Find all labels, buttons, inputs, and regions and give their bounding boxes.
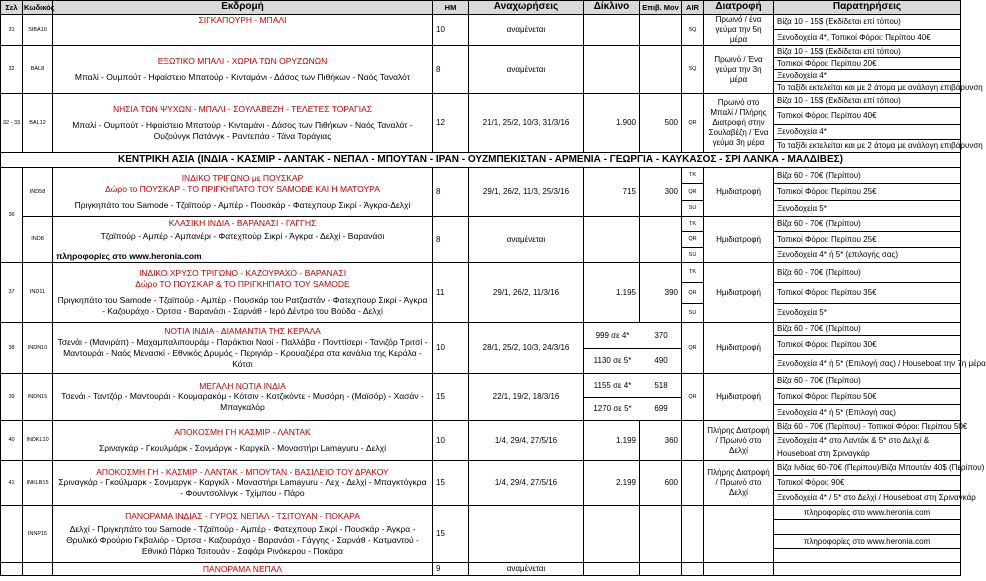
- tour-destinations: Μπαλί - Ουμπούτ - Ηφαίστειο Μπατούρ - Κινταμάνι - Δάσος των Πιθήκων - Ναός Ταναλότ - Ουζούνγκ Πατάνγκ - Ραντεπάο - Τάνα Τοράγιας: [72, 120, 413, 142]
- header-page: Σελ: [1, 1, 23, 15]
- tour-days: 8: [433, 168, 469, 217]
- tour-code: INDN15: [23, 374, 53, 421]
- tour-subtitle: Δώρο το ΠΟΥΣΚΑΡ - ΤΟ ΠΡΙΓΚΗΠΑΤΟ ΤΟΥ SAMODE ΚΑΙ Η ΜΑΤΟΥΡΑ: [105, 183, 380, 194]
- table-row: [1, 94, 961, 153]
- header-code: Κωδικός: [23, 1, 53, 15]
- price-pair: [584, 323, 682, 374]
- tour-title: ΝΟΤΙΑ ΙΝΔΙΑ - ΔΙΑΜΑΝΤΙΑ ΤΗΣ ΚΕΡΑΛΑ: [164, 326, 321, 337]
- remark-line: Ξενοδοχεία 4*: [774, 125, 960, 140]
- airline: QR: [682, 323, 704, 374]
- price-supplement: [640, 15, 682, 46]
- price-supplement: 600: [640, 461, 682, 506]
- region-title: ΚΕΝΤΡΙΚΗ ΑΣΙΑ (ΙΝΔΙΑ - ΚΑΣΜΙΡ - ΛΑΝΤΑΚ - ΝΕΠΑΛ - ΜΠΟΥΤΑΝ - ΙΡΑΝ - ΟΥΖΜΠΕΚΙΣΤΑΝ - ΑΡΜΕΝΙΑ - ΓΕΩΡΓΙΑ - ΚΑΥΚΑΣΟΣ - ΣΡΙ ΛΑΝΚΑ - ΜΑΛΔΙΒΕΣ): [1, 153, 961, 168]
- tour-code: BAL12: [23, 94, 53, 153]
- board: Ημιδιατροφή: [704, 323, 774, 374]
- tour-title: ΜΕΓΑΛΗ ΝΟΤΙΑ ΙΝΔΙΑ: [199, 380, 286, 391]
- price-double: 2.199: [584, 461, 640, 506]
- header-supplement: Επιβ. Μον: [640, 1, 682, 15]
- tour-days: 10: [433, 323, 469, 374]
- remarks: [774, 217, 961, 263]
- remark-line: Ξενοδοχεία 5*: [777, 204, 827, 213]
- remarks: [774, 263, 961, 323]
- tour-departures: αναμένεται: [469, 217, 584, 263]
- price-double: 715: [584, 168, 640, 217]
- page-number: 38: [1, 323, 23, 374]
- airline: TK: [682, 168, 703, 184]
- remark-line: Τοπικοί Φόροι: Περίπου 35€: [774, 283, 960, 304]
- remark-line: Ξενοδοχεία 4* ή 5* (Επιλογή σας) / Houseboat την 7η μέρα: [777, 359, 986, 368]
- tour-code: IND8: [23, 217, 53, 263]
- remark-line: Βίζα Ινδίας 60-70€ (Περίπου)/Βίζα Μπουτάν 40$ (Περίπου): [774, 461, 960, 476]
- airlines: [682, 217, 704, 263]
- price-supplement: [640, 46, 682, 94]
- remark-line: Βίζα 10 - 15$ (Εκδίδεται επί τόπου): [774, 94, 960, 108]
- table-row: [1, 168, 961, 217]
- remarks: [774, 374, 961, 421]
- page-number: 32 - 33: [1, 94, 23, 153]
- header-double: Δίκλινο: [584, 1, 640, 15]
- price-double: [584, 217, 640, 263]
- table-row: [1, 46, 961, 94]
- remark-line: Ξενοδοχεία 4* ή 5* (επιλογής σας): [777, 250, 898, 259]
- table-row: [1, 374, 961, 421]
- table-row: [1, 217, 961, 263]
- airline: QR: [682, 184, 703, 201]
- remark-line: Βίζα 10 - 15$ (Εκδίδεται επί τόπου): [774, 15, 960, 30]
- tour-days: 15: [433, 461, 469, 506]
- remark-web: πληροφορίες στο www.heronia.com: [774, 535, 960, 549]
- tour-cell: [53, 94, 433, 153]
- tour-destinations: Δελχί - Πριγκηπάτο του Samode - Τζαϊπούρ - Αμπέρ - Φατεχπουρ Σικρί - Πουσκάρ - Άγκρα - Θρυλικό Φρούριο Γκβαλιόρ - Όρτσα - Καζουράχο - Βαρανάσι - Γάγγης - Σαρνάθ - Κατμαντού - Εθνικό Πάρκο Τσιτουάν - Σαφάρι Ρινόκερου - Ποκάρα: [66, 524, 419, 557]
- tour-title: ΝΗΣΙΑ ΤΩΝ ΨΥΧΩΝ - ΜΠΑΛΙ - ΣΟΥΛΑΒΕΖΗ - ΤΕΛΕΤΕΣ ΤΟΡΑΓΙΑΣ: [112, 103, 373, 114]
- board: Πλήρης Διατροφή / Πρωινό στο Δελχί: [704, 421, 774, 461]
- table-row: [1, 563, 961, 576]
- tour-days: 8: [433, 217, 469, 263]
- remarks: [774, 15, 961, 46]
- tour-cell: [53, 46, 433, 94]
- tour-code: INDN10: [23, 323, 53, 374]
- price-supplement-5star: 490: [654, 355, 668, 365]
- remark-line: Τοπικοί Φόροι: Περίπου 25€: [774, 232, 960, 248]
- airline: [682, 461, 704, 506]
- airline: SU: [688, 310, 697, 316]
- remarks: [774, 563, 961, 576]
- page-number: 41: [1, 461, 23, 506]
- tour-destinations: Μπαλί - Ουμπούτ - Ηφαίστειο Μπατούρ - Κινταμάνι - Δάσος των Πιθήκων - Ναός Ταναλότ: [74, 72, 411, 83]
- tour-days: 8: [433, 46, 469, 94]
- remark-line: Τοπικοί Φόροι: Περίπου 40€: [774, 108, 960, 125]
- page-number: [1, 506, 23, 563]
- tour-days: 11: [433, 263, 469, 323]
- region-row: [1, 153, 961, 168]
- remark-line: Το ταξίδι εκτελείται και με 2 άτομα με ανάλογη επιβάρυνση: [777, 141, 983, 150]
- airline: QR: [682, 374, 704, 421]
- price-double: [584, 563, 640, 576]
- airline: [682, 563, 704, 576]
- tour-cell: [53, 168, 433, 217]
- page-number: 36: [1, 168, 23, 263]
- header-board: Διατροφή: [704, 1, 774, 15]
- info-web: πληροφορίες στο www.heronia.com: [56, 250, 202, 261]
- price-double-5star: 1130 σε 5*: [593, 355, 632, 365]
- remark-line: Ξενοδοχεία 4*, Τοπικοί Φόροι: Περίπου 40€: [777, 33, 931, 42]
- price-double: 1.199: [584, 421, 640, 461]
- tour-title: ΙΝΔΙΚΟ ΤΡΙΓΩΝΟ με ΠΟΥΣΚΑΡ: [181, 173, 304, 184]
- table-row: [1, 421, 961, 461]
- tour-code: INKLB15: [23, 461, 53, 506]
- board: [704, 563, 774, 576]
- tour-code: [23, 563, 53, 576]
- remark-line: Τοπικοί Φόροι: Περίπου 25€: [774, 184, 960, 201]
- tour-days: 10: [433, 15, 469, 46]
- price-supplement-4star: 518: [654, 380, 668, 390]
- price-supplement: 500: [640, 94, 682, 153]
- tour-code: SIBA10: [23, 15, 53, 46]
- tour-cell: [53, 217, 433, 263]
- board: Ημιδιατροφή: [704, 263, 774, 323]
- price-supplement: 360: [640, 421, 682, 461]
- remark-line: Τοπικοί Φόροι: Περίπου 30€: [774, 336, 960, 355]
- header-row: [1, 1, 961, 15]
- board: Ημιδιατροφή: [704, 217, 774, 263]
- airline: TK: [682, 263, 703, 283]
- table-row: [1, 263, 961, 323]
- tour-cell: [53, 374, 433, 421]
- table-row: [1, 506, 961, 563]
- remark-line: Βίζα 60 - 70€ (Περίπου): [774, 168, 960, 184]
- tour-days: 15: [433, 374, 469, 421]
- tour-departures: 29/1, 26/2, 11/3, 25/3/16: [469, 168, 584, 217]
- tour-departures: [469, 506, 584, 563]
- airline: TK: [682, 217, 703, 232]
- tour-destinations: Πριγκηπάτο του Samode - Τζαϊπούρ - Αμπέρ - Πουσκάρ - Φατεχπουρ Σικρί - Άγκρα-Δελχί: [74, 199, 411, 210]
- tour-destinations: Πριγκηπάτο του Samode - Τζαϊπούρ - Αμπέρ - Πουσκάρ του Ρατζαστάν - Φατεχπουρ Σικρί - Άγκρα - Καζουράχο - Όρτσα - Βαρανάσι - Σαρνάθ - Ιερό Δέντρο του Βούδα - Δελχί: [57, 294, 428, 316]
- tour-departures: αναμένεται: [469, 563, 584, 576]
- table-row: [1, 15, 961, 46]
- price-supplement: [640, 506, 682, 563]
- header-departures: Αναχωρήσεις: [469, 1, 584, 15]
- tour-destinations: Τσενάι - Ταντζόρ - Μαντουράι - Κουμαρακόμ - Κότσιν - Κοτζικόντε - Μυσόρη - (Μαϊσόρ) - Χασάν - Μπαγκαλόρ: [61, 391, 424, 413]
- tour-departures: 1/4, 29/4, 27/5/16: [469, 421, 584, 461]
- tour-title: ΚΛΑΣΙΚΗ ΙΝΔΙΑ - ΒΑΡΑΝΑΣΙ - ΓΑΓΓΗΣ: [168, 217, 317, 228]
- price-supplement-4star: 370: [654, 330, 668, 340]
- page-number: 39: [1, 374, 23, 421]
- airline: [682, 421, 704, 461]
- tour-departures: 29/1, 26/2, 11/3/16: [469, 263, 584, 323]
- tour-departures: 21/1, 25/2, 10/3, 31/3/16: [469, 94, 584, 153]
- price-double: 1.195: [584, 263, 640, 323]
- board: Πρωινό στο Μπαλί / Πλήρης Διατροφή στην Σουλαβέζη / Ένα γεύμα 3η μέρα: [704, 94, 774, 153]
- tour-title: ΠΑΝΟΡΑΜΑ ΙΝΔΙΑΣ - ΓΥΡΟΣ ΝΕΠΑΛ - ΤΣΙΤΟΥΑΝ - ΠΟΚΑΡΑ: [125, 510, 360, 521]
- tour-cell: [53, 263, 433, 323]
- page-number: [1, 563, 23, 576]
- tour-code: IND11: [23, 263, 53, 323]
- remark-line: Βίζα 60 - 70€ (Περίπου): [774, 263, 960, 283]
- tour-code: INNP15: [23, 506, 53, 563]
- header-tour: Εκδρομή: [53, 1, 433, 15]
- tour-days: 9: [433, 563, 469, 576]
- tour-cell: [53, 323, 433, 374]
- tour-destinations: Τζαϊπούρ - Αμπέρ - Αμπανέρι - Φατεχπούρ Σικρί - Άγκρα - Δελχί - Βαρανάσι: [100, 231, 385, 242]
- price-double: [584, 15, 640, 46]
- tour-days: 10: [433, 421, 469, 461]
- price-supplement: 300: [640, 168, 682, 217]
- price-double-5star: 1270 σε 5*: [593, 403, 632, 413]
- remark-line: Βίζα 60 - 70€ (Περίπου) - Τοπικοί Φόροι: Περίπου 50€: [774, 421, 960, 434]
- tour-destinations: Σριναγκάρ - Γκούλμαρκ - Σονμαργκ - Καργκίλ - Μοναστήρι Lamayuru - Λεχ - Δελχί - Μπαγκτόγκρα - Φουντσολίνγκ - Τχίμπου - Πάρο: [58, 477, 427, 499]
- tour-cell: [53, 421, 433, 461]
- remarks: [774, 506, 961, 563]
- remark-line: Ξενοδοχεία 4* ή 5* (Επιλογή σας): [777, 408, 896, 417]
- airline: QR: [682, 283, 703, 304]
- tour-departures: 22/1, 19/2, 18/3/16: [469, 374, 584, 421]
- tour-code: INDKL10: [23, 421, 53, 461]
- remark-line: [774, 520, 960, 535]
- tour-title: ΑΠΟΚΟΣΜΗ ΓΗ ΚΑΣΜΙΡ - ΛΑΝΤΑΚ: [174, 426, 311, 437]
- airline: SQ: [682, 15, 704, 46]
- price-double-4star: 999 σε 4*: [595, 330, 630, 340]
- price-double-4star: 1155 σε 4*: [593, 380, 632, 390]
- tour-departures: αναμένεται: [469, 46, 584, 94]
- remark-web: πληροφορίες στο www.heronia.com: [774, 506, 960, 520]
- page-number: 37: [1, 263, 23, 323]
- price-supplement: [640, 563, 682, 576]
- board: [704, 506, 774, 563]
- tour-departures: 28/1, 25/2, 10/3, 24/3/16: [469, 323, 584, 374]
- remarks: [774, 461, 985, 506]
- tour-title: ΑΠΟΚΟΣΜΗ ΓΗ - ΚΑΣΜΙΡ - ΛΑΝΤΑΚ - ΜΠΟΥΤΑΝ - ΒΑΣΙΛΕΙΟ ΤΟΥ ΔΡΑΚΟΥ: [96, 466, 389, 477]
- tour-days: 15: [433, 506, 469, 563]
- board: Πρωινό / Ένα γεύμα την 3η μέρα: [704, 46, 774, 94]
- tour-code: IND58: [23, 168, 53, 217]
- board: Πρωινό / ένα γεύμα την 5η μέρα: [704, 15, 774, 46]
- table-row: [1, 323, 961, 374]
- table-row: [1, 461, 961, 506]
- tour-title: ΠΑΝΟΡΑΜΑ ΝΕΠΑΛ: [53, 563, 433, 576]
- tour-destinations: Σριναγκάρ - Γκουλμάρκ - Σονμάργκ - Καργκίλ - Μοναστήρι Lamayuru - Δελχί: [99, 443, 386, 454]
- remarks: [774, 421, 968, 461]
- remark-line: Ξενοδοχεία 5*: [777, 308, 827, 317]
- remarks: [774, 94, 983, 153]
- tour-title: ΙΝΔΙΚΟ ΧΡΥΣΟ ΤΡΙΓΩΝΟ - ΚΑΖΟΥΡΑΧΟ - ΒΑΡΑΝΑΣΙ: [138, 268, 347, 279]
- remark-line: Ξενοδοχεία 4* / 5* στο Δελχί / Houseboat στη Σριναγκάρ: [777, 493, 976, 502]
- remark-line: Τοπικοί Φόροι: 90€: [774, 476, 960, 491]
- page-number: 40: [1, 421, 23, 461]
- airline: SU: [688, 205, 697, 211]
- remark-line: Τοπικοί Φόροι: Περίπου 20€: [774, 58, 960, 70]
- board: Ημιδιατροφή: [704, 168, 774, 217]
- tour-departures: αναμένεται: [469, 15, 584, 46]
- remark-line: Τοπικοί Φόροι: Περίπου 50€: [774, 389, 960, 405]
- price-double: 1.900: [584, 94, 640, 153]
- airline: [682, 506, 704, 563]
- remark-line: Houseboat στη Σριναγκάρ: [777, 449, 870, 458]
- header-air: AIR: [682, 1, 704, 15]
- page-number: 32: [1, 46, 23, 94]
- tour-cell: [53, 506, 433, 563]
- header-remarks: Παρατηρήσεις: [774, 1, 961, 15]
- airlines: [682, 263, 704, 323]
- remark-line: Ξενοδοχεία 4*: [774, 70, 960, 82]
- price-pair: [584, 374, 682, 421]
- remark-line: Βίζα 60 - 70€ (Περίπου): [774, 217, 960, 232]
- tour-days: 12: [433, 94, 469, 153]
- page-number: 31: [1, 15, 23, 46]
- tour-title: ΕΞΩΤΙΚΟ ΜΠΑΛΙ - ΧΩΡΙΑ ΤΩΝ ΟΡΥΖΩΝΩΝ: [157, 55, 328, 66]
- tour-subtitle: Δώρο ΤΟ ΠΟΥΣΚΑΡ & ΤΟ ΠΡΙΓΚΗΠΑΤΟ ΤΟΥ SAMODE: [135, 278, 350, 289]
- price-supplement: 390: [640, 263, 682, 323]
- remark-line: Ξενοδοχεία 4* στο Λαντάκ & 5* στο Δελχί &: [777, 436, 930, 445]
- airline: QR: [682, 232, 703, 248]
- price-supplement-5star: 699: [654, 403, 668, 413]
- tour-title: ΣΙΓΚΑΠΟΥΡΗ - ΜΠΑΛΙ: [53, 15, 433, 46]
- price-double: [584, 46, 640, 94]
- price-supplement: [640, 217, 682, 263]
- remark-line: Βίζα 60 - 70€ (Περίπου): [774, 323, 960, 336]
- tour-destinations: Τσενάι - (Μανιράπ) - Μαχαμπαλιπουράμ - Παράκτιοι Ναοί - Παλλάβα - Πονττίσερι - Τανιζόρ Τριτσί - Μαντουράι - Ναός Μενασκί - Εθνικός Δρυμός - Περιγιάρ - Κρουαζιέρα στα κανάλια της Κεράλα - Κότσι: [57, 336, 428, 369]
- remarks: [774, 323, 986, 374]
- remark-line: [774, 549, 960, 562]
- board: Πλήρης Διατροφή / Πρωινό στο Δελχί: [704, 461, 774, 506]
- board: Ημιδιατροφή: [704, 374, 774, 421]
- airline: SU: [688, 252, 697, 258]
- airlines: [682, 168, 704, 217]
- remark-line: Βίζα 60 - 70€ (Περίπου): [774, 374, 960, 389]
- tour-code: BAL8: [23, 46, 53, 94]
- remarks: [774, 46, 983, 94]
- airline: SQ: [682, 46, 704, 94]
- tour-departures: 1/4, 29/4, 27/5/16: [469, 461, 584, 506]
- remarks: [774, 168, 961, 217]
- header-days: ΗΜ: [433, 1, 469, 15]
- remark-line: Το ταξίδι εκτελείται και με 2 άτομα με ανάλογη επιβάρυνση: [777, 83, 983, 92]
- price-double: [584, 506, 640, 563]
- tour-cell: [53, 461, 433, 506]
- remark-line: Βίζα 10 - 15$ (Εκδίδεται επί τόπου): [774, 46, 960, 58]
- airline: QR: [682, 94, 704, 153]
